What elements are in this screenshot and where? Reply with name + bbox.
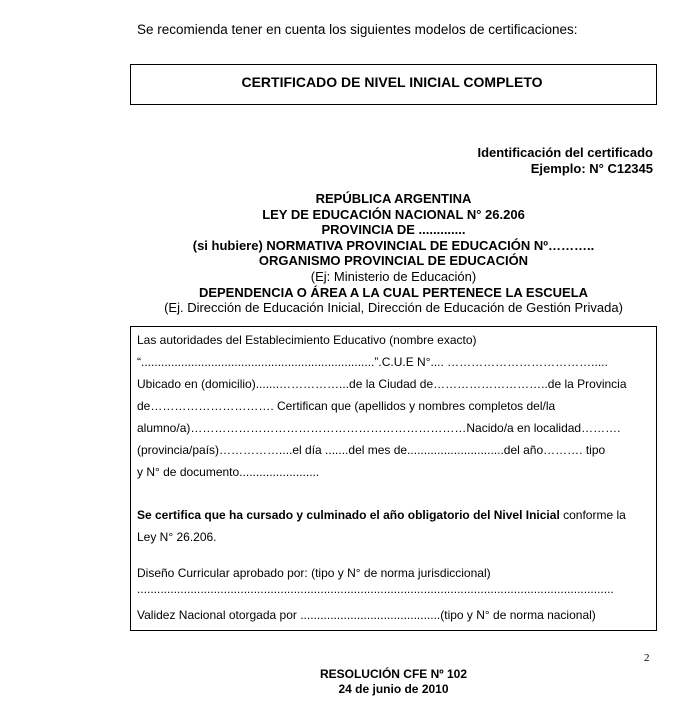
form-certifica-line [137, 508, 626, 522]
certifica-rest-text: conforme la [559, 508, 626, 522]
header-republic: REPÚBLICA ARGENTINA [315, 191, 472, 206]
header-dependencia: DEPENDENCIA O ÁREA A LA CUAL PERTENECE LA ESCUELA [198, 284, 589, 300]
certifica-bold-text: Se certifica que ha cursado y culminado el año obligatorio del Nivel Inicial [137, 508, 560, 522]
header-province: PROVINCIA DE ............. [321, 222, 466, 238]
header-normativa: (si hubiere) NORMATIVA PROVINCIAL DE EDUCACIÓN Nº……….. [192, 237, 595, 253]
form-line-document: y N° de documento........................ [137, 465, 320, 479]
form-line-school-name: “......................................................................”.C.U.E N°.... ………………………………..... [137, 355, 608, 369]
form-line-student: alumno/a)……………………………………………………………Nacido/a en localidad………. [137, 421, 621, 435]
header-organismo-example: (Ej: Ministerio de Educación) [310, 268, 477, 284]
header-law: LEY DE EDUCACIÓN NACIONAL N° 26.206 [262, 206, 525, 222]
certificate-header [130, 191, 657, 316]
form-certifica-law: Ley N° 26.206. [137, 530, 217, 544]
certificate-identification [477, 145, 653, 176]
form-line-birth: (provincia/país)……………....el día .......del mes de.............................del año………. tipo [137, 443, 606, 457]
form-diseno-dots: ............................................................................................................................................... [137, 582, 614, 596]
form-line-address: Ubicado en (domicilio).......……………...de la Ciudad de………………………..de la Provincia [137, 377, 627, 391]
form-validez-nacional: Validez Nacional otorgada por ..........................................(tipo y N° de norma nacional) [137, 608, 596, 622]
footer [130, 667, 657, 697]
footer-resolution: RESOLUCIÓN CFE Nº 102 [319, 667, 468, 681]
form-diseno-curricular: Diseño Curricular aprobado por: (tipo y N° de norma jurisdiccional) [137, 566, 491, 580]
header-dependencia-example: (Ej. Dirección de Educación Inicial, Dirección de Educación de Gestión Privada) [164, 300, 623, 316]
footer-date: 24 de junio de 2010 [338, 682, 449, 696]
intro-text: Se recomienda tener en cuenta los siguientes modelos de certificaciones: [137, 22, 578, 37]
header-organismo: ORGANISMO PROVINCIAL DE EDUCACIÓN [258, 253, 529, 269]
form-line-authorities: Las autoridades del Establecimiento Educativo (nombre exacto) [137, 333, 477, 347]
form-line-province: de…………………………. Certifican que (apellidos y nombres completos del/la [137, 399, 556, 413]
certificate-title: CERTIFICADO DE NIVEL INICIAL COMPLETO [241, 74, 543, 90]
certificate-title-box [130, 64, 657, 105]
identification-example: Ejemplo: N° C12345 [530, 160, 653, 176]
page-number: 2 [644, 652, 650, 664]
identification-label: Identificación del certificado [477, 145, 653, 160]
